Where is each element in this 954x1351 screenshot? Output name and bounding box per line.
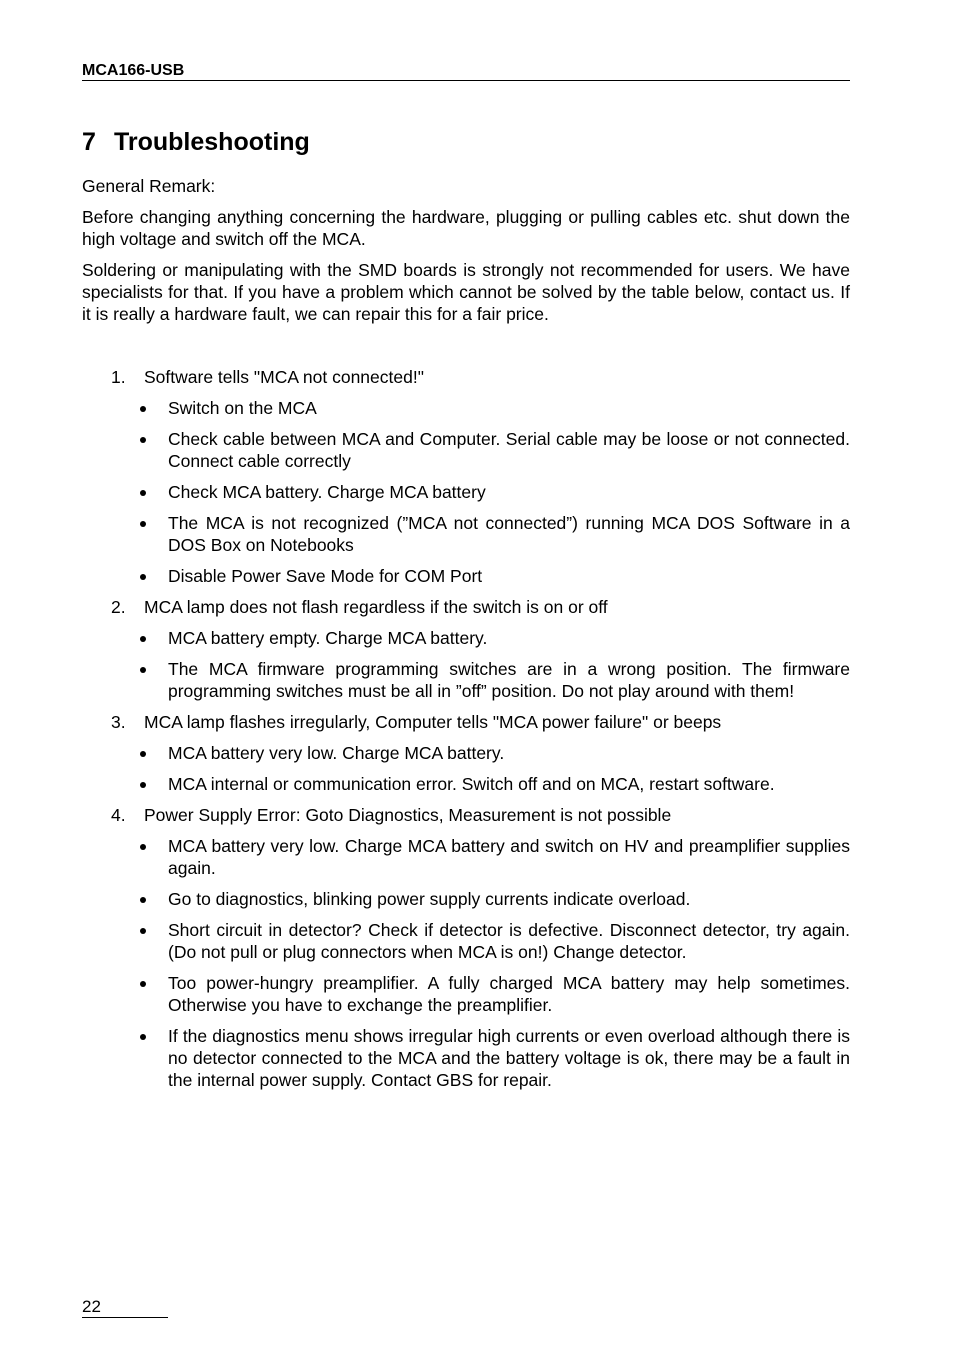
step-title: Power Supply Error: Goto Diagnostics, Measurement is not possible xyxy=(144,805,672,825)
list-item xyxy=(82,565,850,587)
list-item xyxy=(82,658,850,702)
bullet-dot-icon xyxy=(140,437,146,443)
bullet-dot-icon xyxy=(140,574,146,580)
bullet-dot-icon xyxy=(140,636,146,642)
step-bullet-list xyxy=(82,627,850,702)
step-number: 3. xyxy=(111,712,126,732)
bullet-dot-icon xyxy=(140,406,146,412)
bullet-dot-icon xyxy=(140,521,146,527)
list-item xyxy=(82,512,850,556)
bullet-dot-icon xyxy=(140,667,146,673)
bullet-text: MCA battery very low. Charge MCA battery. xyxy=(168,743,505,763)
step-number: 4. xyxy=(111,805,126,825)
bullet-dot-icon xyxy=(140,782,146,788)
step-heading xyxy=(82,366,850,388)
bullet-text: MCA battery very low. Charge MCA battery and switch on HV and preamplifier supplies again. xyxy=(168,836,850,878)
list-item xyxy=(82,481,850,503)
bullet-text: MCA battery empty. Charge MCA battery. xyxy=(168,628,488,648)
list-item xyxy=(82,919,850,963)
bullet-dot-icon xyxy=(140,897,146,903)
list-item xyxy=(82,888,850,910)
list-item xyxy=(82,627,850,649)
bullet-dot-icon xyxy=(140,490,146,496)
list-item xyxy=(82,742,850,764)
bullet-text: Switch on the MCA xyxy=(168,398,317,418)
step-bullet-list xyxy=(82,835,850,1091)
step-title: Software tells "MCA not connected!" xyxy=(144,367,424,387)
bullet-text: Check cable between MCA and Computer. Serial cable may be loose or not connected. Connect cable correctly xyxy=(168,429,850,471)
troubleshooting-step xyxy=(82,711,850,795)
chapter-number: 7 xyxy=(82,128,96,156)
list-item xyxy=(82,428,850,472)
bullet-dot-icon xyxy=(140,981,146,987)
bullet-text: Short circuit in detector? Check if detector is defective. Disconnect detector, try again. (Do not pull or plug connectors when MCA is on!) Change detector. xyxy=(168,920,850,962)
bullet-dot-icon xyxy=(140,844,146,850)
intro-paragraph-2: Soldering or manipulating with the SMD boards is strongly not recommended for users. We have specialists for that. If you have a problem which cannot be solved by the table below, contact us. If it is really a hardware fault, we can repair this for a fair price. xyxy=(82,260,850,324)
bullet-text: The MCA is not recognized (”MCA not connected”) running MCA DOS Software in a DOS Box on Notebooks xyxy=(168,513,850,555)
bullet-dot-icon xyxy=(140,751,146,757)
bullet-text: If the diagnostics menu shows irregular high currents or even overload although there is no detector connected to the MCA and the battery voltage is ok, there may be a fault in the internal power supply. Contact GBS for repair. xyxy=(168,1026,850,1090)
step-number: 1. xyxy=(111,367,126,387)
chapter-title-text: Troubleshooting xyxy=(114,128,310,156)
bullet-dot-icon xyxy=(140,928,146,934)
bullet-text: Go to diagnostics, blinking power supply currents indicate overload. xyxy=(168,889,691,909)
troubleshooting-step xyxy=(82,804,850,1091)
bullet-text: Too power-hungry preamplifier. A fully charged MCA battery may help sometimes. Otherwise you have to exchange the preamplifier. xyxy=(168,973,850,1015)
list-item xyxy=(82,835,850,879)
step-bullet-list xyxy=(82,397,850,587)
bullet-text: Check MCA battery. Charge MCA battery xyxy=(168,482,486,502)
step-heading xyxy=(82,711,850,733)
step-title: MCA lamp does not flash regardless if the switch is on or off xyxy=(144,597,608,617)
bullet-dot-icon xyxy=(140,1034,146,1040)
bullet-text: Disable Power Save Mode for COM Port xyxy=(168,566,483,586)
chapter-title xyxy=(82,126,310,158)
running-header: MCA166-USB xyxy=(82,61,850,81)
page-number: 22 xyxy=(82,1297,168,1318)
bullet-text: The MCA firmware programming switches are in a wrong position. The firmware programming switches must be all in ”off” position. Do not play around with them! xyxy=(168,659,850,701)
step-bullet-list xyxy=(82,742,850,795)
intro-paragraph-1: Before changing anything concerning the hardware, plugging or pulling cables etc. shut down the high voltage and switch off the MCA. xyxy=(82,207,850,249)
list-item xyxy=(82,397,850,419)
troubleshooting-step xyxy=(82,596,850,702)
bullet-text: MCA internal or communication error. Switch off and on MCA, restart software. xyxy=(168,774,775,794)
list-item xyxy=(82,1025,850,1091)
step-heading xyxy=(82,804,850,826)
step-number: 2. xyxy=(111,597,126,617)
troubleshooting-step xyxy=(82,366,850,587)
troubleshooting-steps xyxy=(82,366,850,1100)
step-title: MCA lamp flashes irregularly, Computer tells "MCA power failure" or beeps xyxy=(144,712,722,732)
list-item xyxy=(82,773,850,795)
general-remark-label: General Remark: xyxy=(82,176,216,196)
step-heading xyxy=(82,596,850,618)
list-item xyxy=(82,972,850,1016)
